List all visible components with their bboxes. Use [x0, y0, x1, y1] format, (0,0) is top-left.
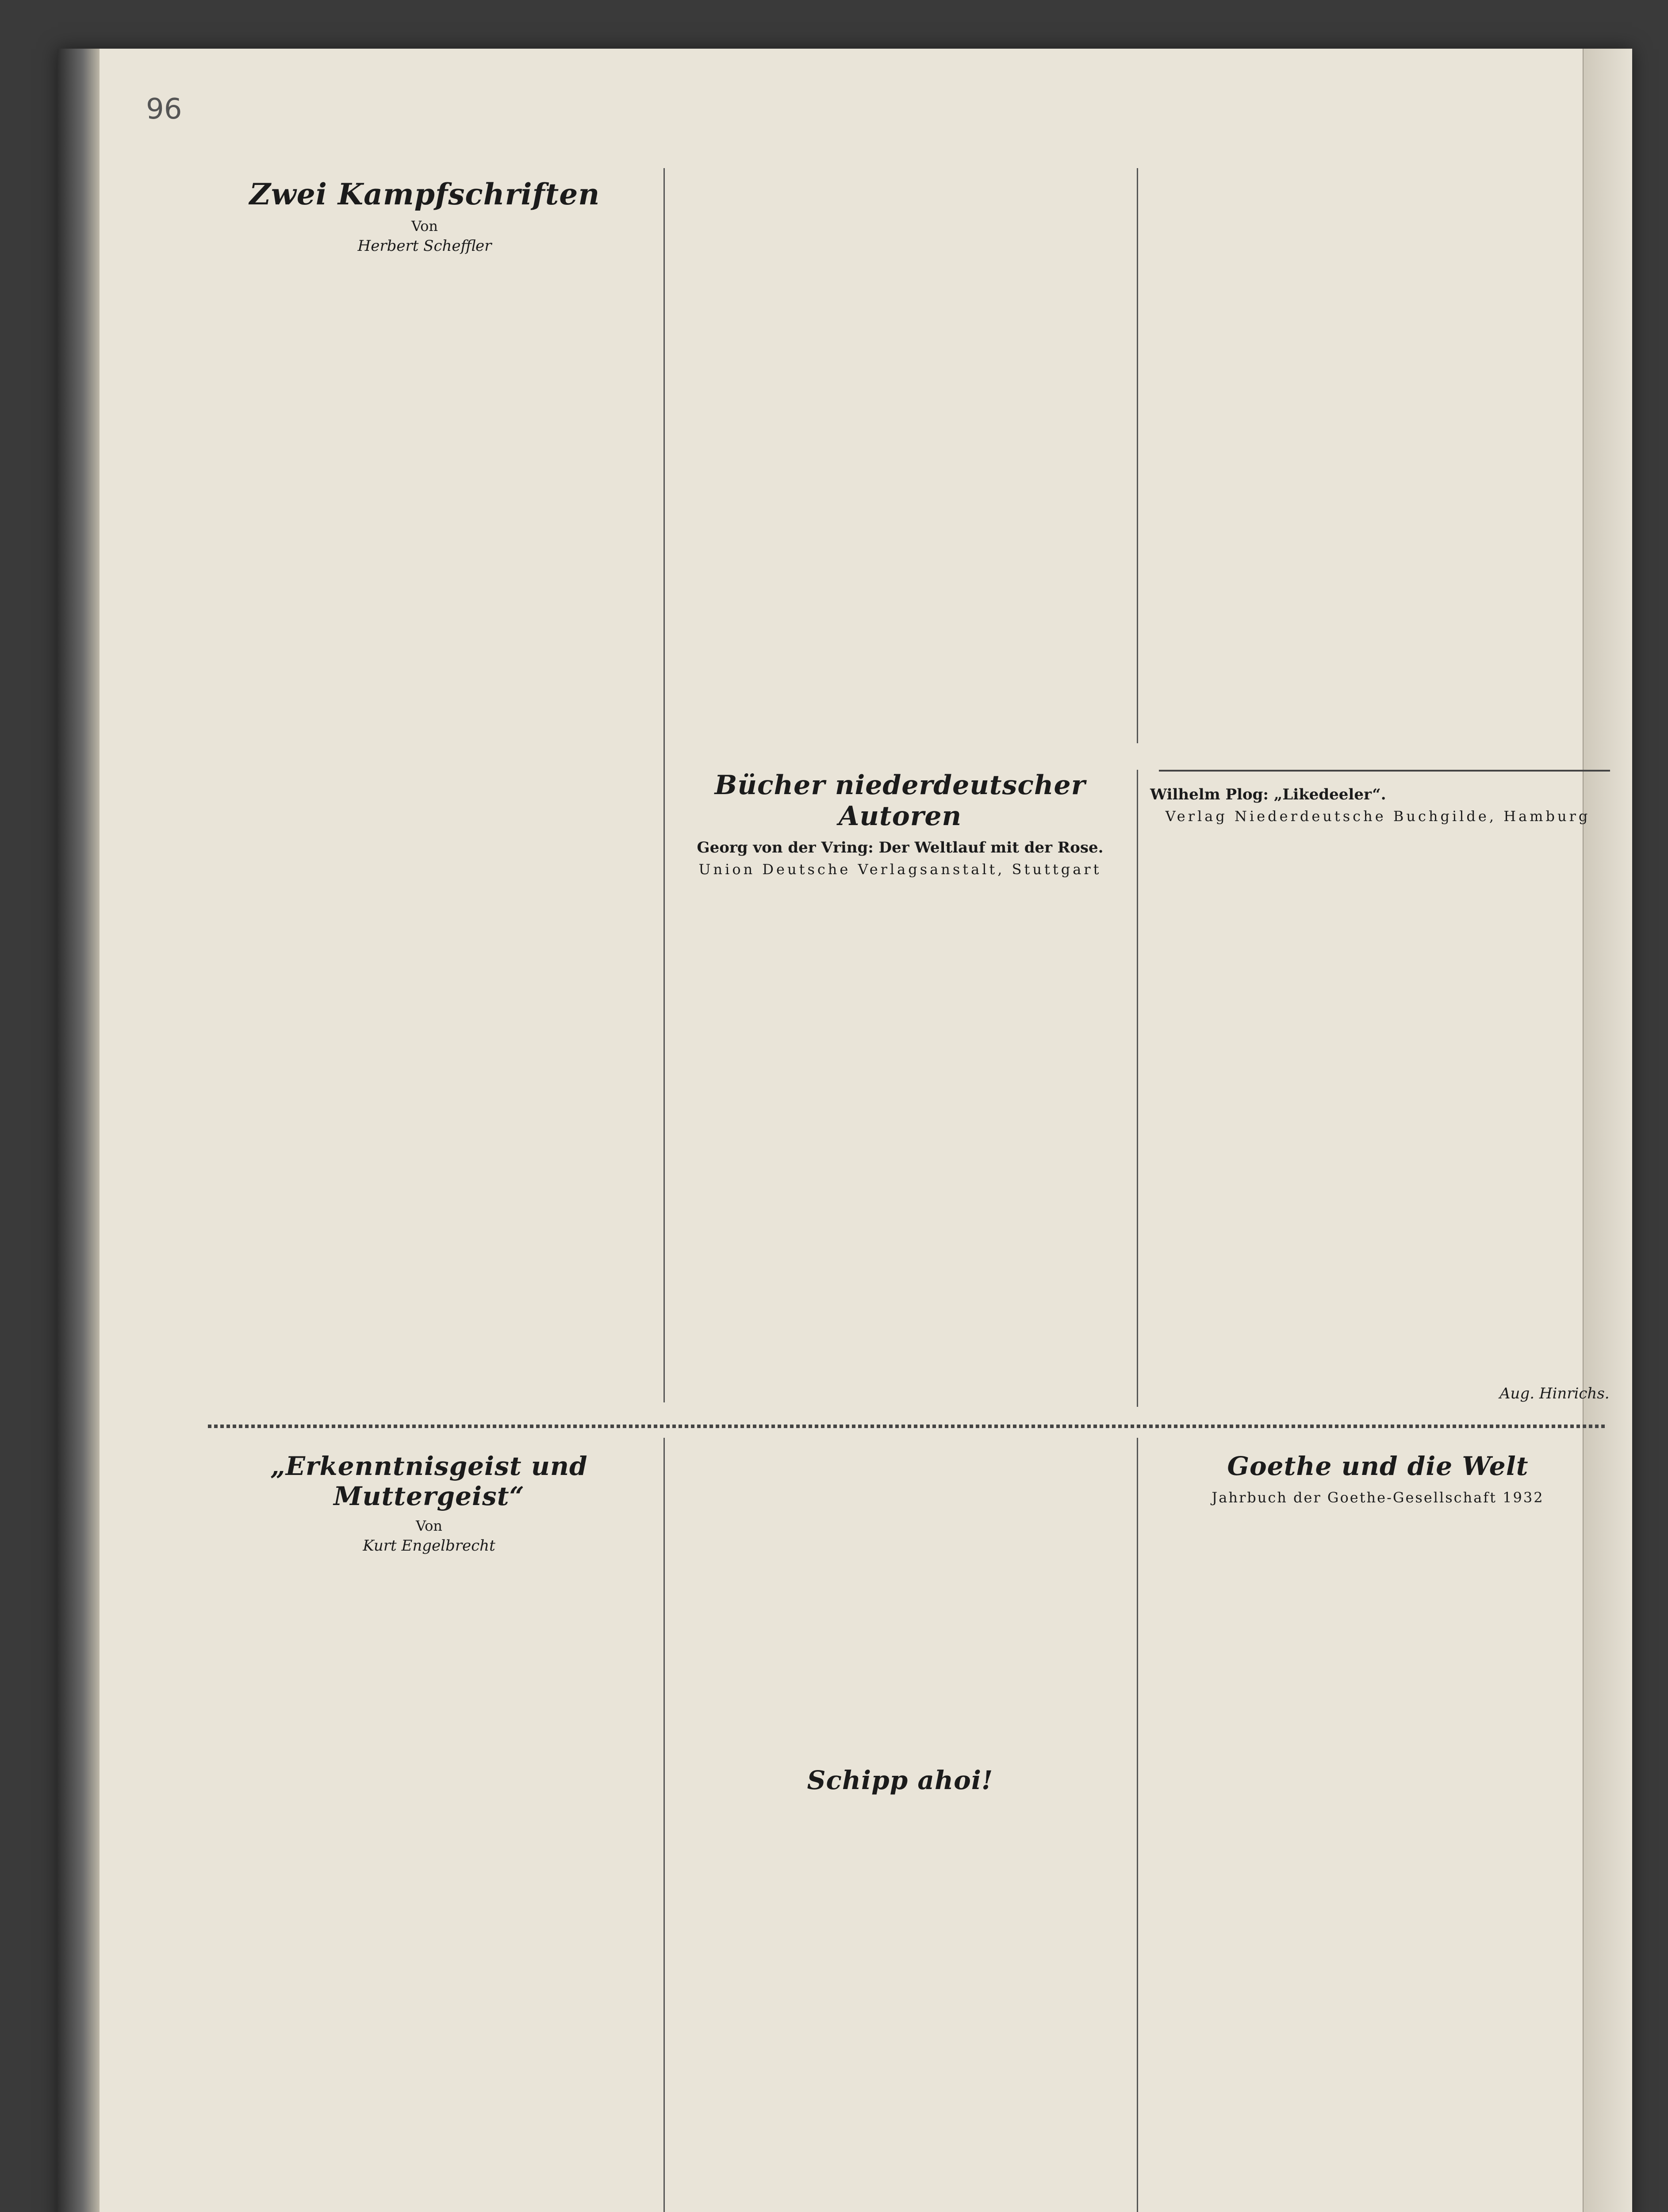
article-erkenntnisgeist-und-muttergeist — [208, 1451, 650, 1570]
column-rule — [663, 1438, 665, 2212]
article-byline: Von — [415, 1517, 443, 1534]
facing-page-edge — [1583, 49, 1632, 2212]
page-number: 96 — [146, 93, 182, 126]
section-divider — [208, 1425, 1606, 1428]
column-rule — [1137, 770, 1138, 1407]
article-title: „Erkenntnisgeist und Muttergeist“ — [270, 1451, 588, 1511]
article-title: Schipp ahoi! — [807, 1765, 993, 1795]
article-subtitle: Georg von der Vring: Der Weltlauf mit der Rose. — [697, 839, 1104, 856]
article-publisher: Union Deutsche Verlagsanstalt, Stuttgart — [698, 860, 1102, 878]
article-title: Goethe und die Welt — [1227, 1451, 1529, 1481]
article-author: Herbert Scheffler — [357, 237, 492, 255]
column-rule — [1137, 1438, 1138, 2212]
article-title: Bücher niederdeutscher Autoren — [714, 770, 1086, 832]
article-subtitle: Jahrbuch der Goethe-Gesellschaft 1932 — [1212, 1489, 1544, 1506]
article-publisher: Verlag Niederdeutsche Buchgilde, Hamburg — [1165, 807, 1591, 825]
newspaper-page — [58, 49, 1632, 2212]
article-signature: Aug. Hinrichs. — [1499, 1385, 1610, 1402]
article-buecher-niederdeutscher-autoren — [677, 770, 1124, 893]
article-zwei-kampfschriften — [208, 177, 641, 270]
column-rule — [1137, 168, 1138, 743]
article-subtitle: Wilhelm Plog: „Likedeeler“. — [1150, 786, 1386, 803]
article-goethe-und-die-welt — [1150, 1451, 1606, 1521]
article-author: Kurt Engelbrecht — [363, 1537, 495, 1555]
article-erkenntnisgeist-continued — [677, 1438, 1124, 1453]
column-rule — [663, 168, 665, 1402]
article-byline: Von — [411, 218, 438, 234]
book-gutter — [58, 49, 100, 2212]
article-zwei-kampfschriften-continued — [677, 168, 1124, 183]
article-title: Zwei Kampfschriften — [249, 177, 600, 211]
article-schipp-ahoi — [677, 1765, 1124, 1810]
article-likedeeler-review — [1150, 779, 1606, 840]
section-rule — [1159, 770, 1610, 772]
